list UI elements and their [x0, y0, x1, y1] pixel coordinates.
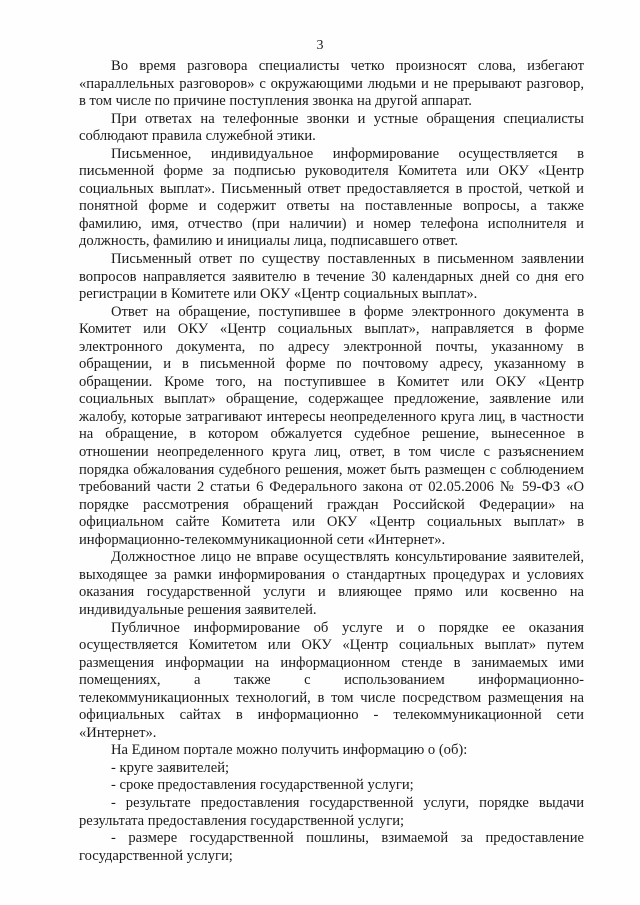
paragraph-service-ethics: При ответах на телефонные звонки и устные обращения специалисты соблюдают правила служебной этики. — [79, 110, 584, 145]
paragraph-consulting-limits: Должностное лицо не вправе осуществлять консультирование заявителей, выходящее за рамки информирования о стандартных процедурах и условиях оказания государственной услуги и влияющее прямо или косвенно на индивидуальные решения заявителей. — [79, 549, 584, 618]
document-body — [79, 58, 584, 865]
paragraph-public-informing: Публичное информирование об услуге и о порядке ее оказания осуществляется Комитетом или ОКУ «Центр социальных выплат» путем размещения информации на информационном стенде в занимаемых ими помещениях, а также с использованием информационно-телекоммуникационных технологий, в том числе посредством размещения на официальных сайтах в информационно - телекоммуникационной сети «Интернет». — [79, 619, 584, 741]
paragraph-written-informing: Письменное, индивидуальное информирование осуществляется в письменной форме за подписью руководителя Комитета или ОКУ «Центр социальных выплат». Письменный ответ предоставляется в простой, четкой и понятной форме и содержит ответы на поставленные вопросы, а также фамилию, имя, отчество (при наличии) и номер телефона исполнителя и должность, фамилию и инициалы лица, подписавшего ответ. — [79, 145, 584, 250]
list-item-service-result: - результате предоставления государственной услуги, порядке выдачи результата предоставления государственной услуги; — [79, 794, 584, 829]
list-item-applicants: - круге заявителей; — [111, 759, 230, 776]
paragraph-portal-info-intro: На Едином портале можно получить информацию о (об): — [111, 742, 468, 759]
page-number: 3 — [316, 38, 324, 53]
paragraph-response-deadline: Письменный ответ по существу поставленных в письменном заявлении вопросов направляется заявителю в течение 30 календарных дней со дня его регистрации в Комитете или ОКУ «Центр социальных выплат». — [79, 251, 584, 303]
paragraph-conversation-rules: Во время разговора специалисты четко произносят слова, избегают «параллельных разговоров» с окружающими людьми и не прерывают разговор, в том числе по причине поступления звонка на другой аппарат. — [79, 58, 584, 110]
paragraph-electronic-response: Ответ на обращение, поступившее в форме электронного документа в Комитет или ОКУ «Центр социальных выплат», направляется в форме электронного документа, по адресу электронной почты, указанному в обращении, и в письменной форме по почтовому адресу, указанному в обращении. Кроме того, на поступившее в Комитет или ОКУ «Центр социальных выплат» обращение, содержащее предложение, заявление или жалобу, которые затрагивают интересы неопределенного круга лиц, в частности на обращение, в котором обжалуется судебное решение, вынесенное в отношении неопределенного круга лиц, ответ, в том числе с разъяснением порядка обжалования судебного решения, может быть размещен с соблюдением требований части 2 статьи 6 Федерального закона от 02.05.2006 № 59-ФЗ «О порядке рассмотрения обращений граждан Российской Федерации» на официальном сайте Комитета или ОКУ «Центр социальных выплат» в информационно-телекоммуникационной сети «Интернет». — [79, 303, 584, 548]
list-item-service-term: - сроке предоставления государственной услуги; — [111, 777, 414, 794]
list-item-state-fee: - размере государственной пошлины, взимаемой за предоставление государственной услуги; — [79, 830, 584, 864]
